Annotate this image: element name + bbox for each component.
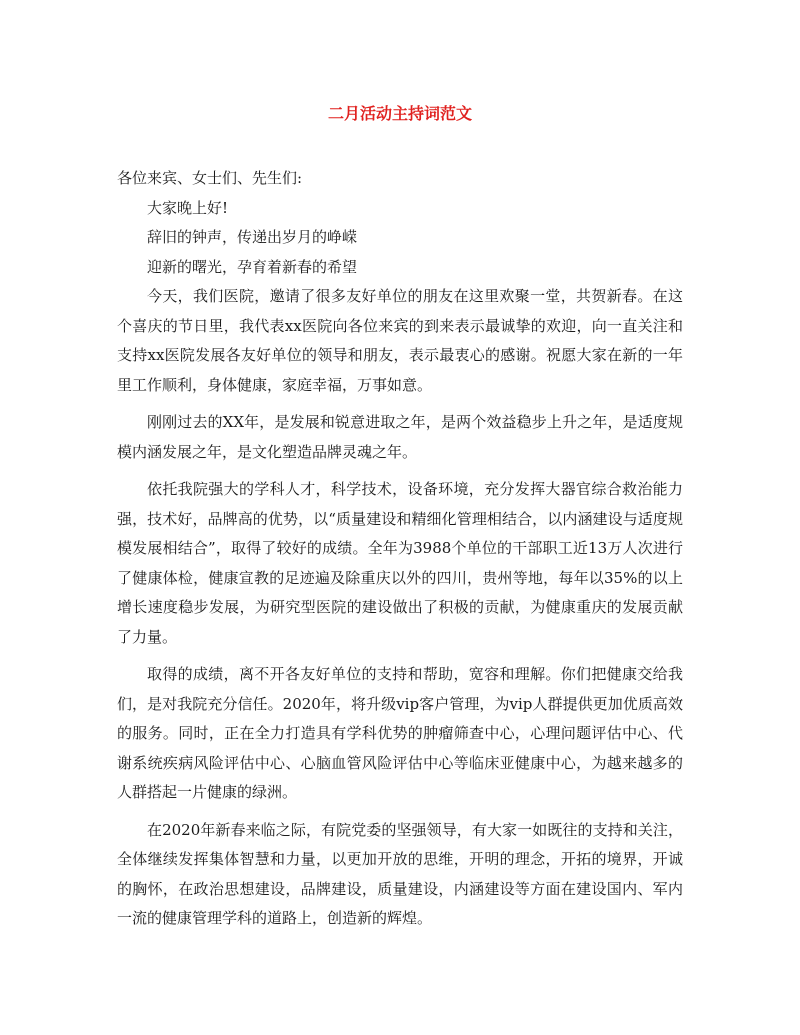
document-title: 二月活动主持词范文 <box>327 104 472 123</box>
paragraph-thanks: 取得的成绩，离不开各友好单位的支持和帮助，宽容和理解。你们把健康交给我们，是对我院充分信任。2020年，将升级vip客户管理，为vip人群提供更加优质高效的服务。同时，正在全力打造具有学科优势的肿瘤筛查中心，心理问题评估中心、代谢系统疾病风险评估中心、心脑血管风险评估中心等临床亚健康中心，为越来越多的人群搭起一片健康的绿洲。 <box>117 665 683 801</box>
verse-line-1: 辞旧的钟声，传递出岁月的峥嵘 <box>147 228 358 246</box>
paragraph-closing: 在2020年新春来临之际，有院党委的坚强领导，有大家一如既往的支持和关注，全体继续发挥集体智慧和力量，以更加开放的思维，开明的理念，开拓的境界，开诚的胸怀，在政治思想建设，品牌建设，质量建设，内涵建设等方面在建设国内、军内一流的健康管理学科的道路上，创造新的辉煌。 <box>117 820 683 927</box>
greeting-line: 大家晚上好! <box>147 198 229 217</box>
document-body <box>117 164 683 934</box>
verse-line-2: 迎新的曙光，孕育着新春的希望 <box>147 257 358 276</box>
paragraph-past-year: 刚刚过去的XX年，是发展和锐意进取之年，是两个效益稳步上升之年，是适度规模内涵发展之年，是文化塑造品牌灵魂之年。 <box>117 413 683 461</box>
paragraph-achievements: 依托我院强大的学科人才，科学技术，设备环境，充分发挥大器官综合救治能力强，技术好，品牌高的优势，以“质量建设和精细化管理相结合，以内涵建设与适度规模发展相结合”，取得了较好的成绩。全年为3988个单位的干部职工近13万人次进行了健康体检，健康宣教的足迹遍及除重庆以外的四川，贵州等地，每年以35%的以上增长速度稳步发展，为研究型医院的建设做出了积极的贡献，为健康重庆的发展贡献了力量。 <box>117 480 683 646</box>
salutation: 各位来宾、女士们、先生们: <box>117 169 303 187</box>
paragraph-welcome: 今天，我们医院，邀请了很多友好单位的朋友在这里欢聚一堂，共贺新春。在这个喜庆的节日里，我代表xx医院向各位来宾的到来表示最诚挚的欢迎，向一直关注和支持xx医院发展各友好单位的领导和朋友，表示最衷心的感谢。祝愿大家在新的一年里工作顺利，身体健康，家庭幸福，万事如意。 <box>117 287 683 394</box>
